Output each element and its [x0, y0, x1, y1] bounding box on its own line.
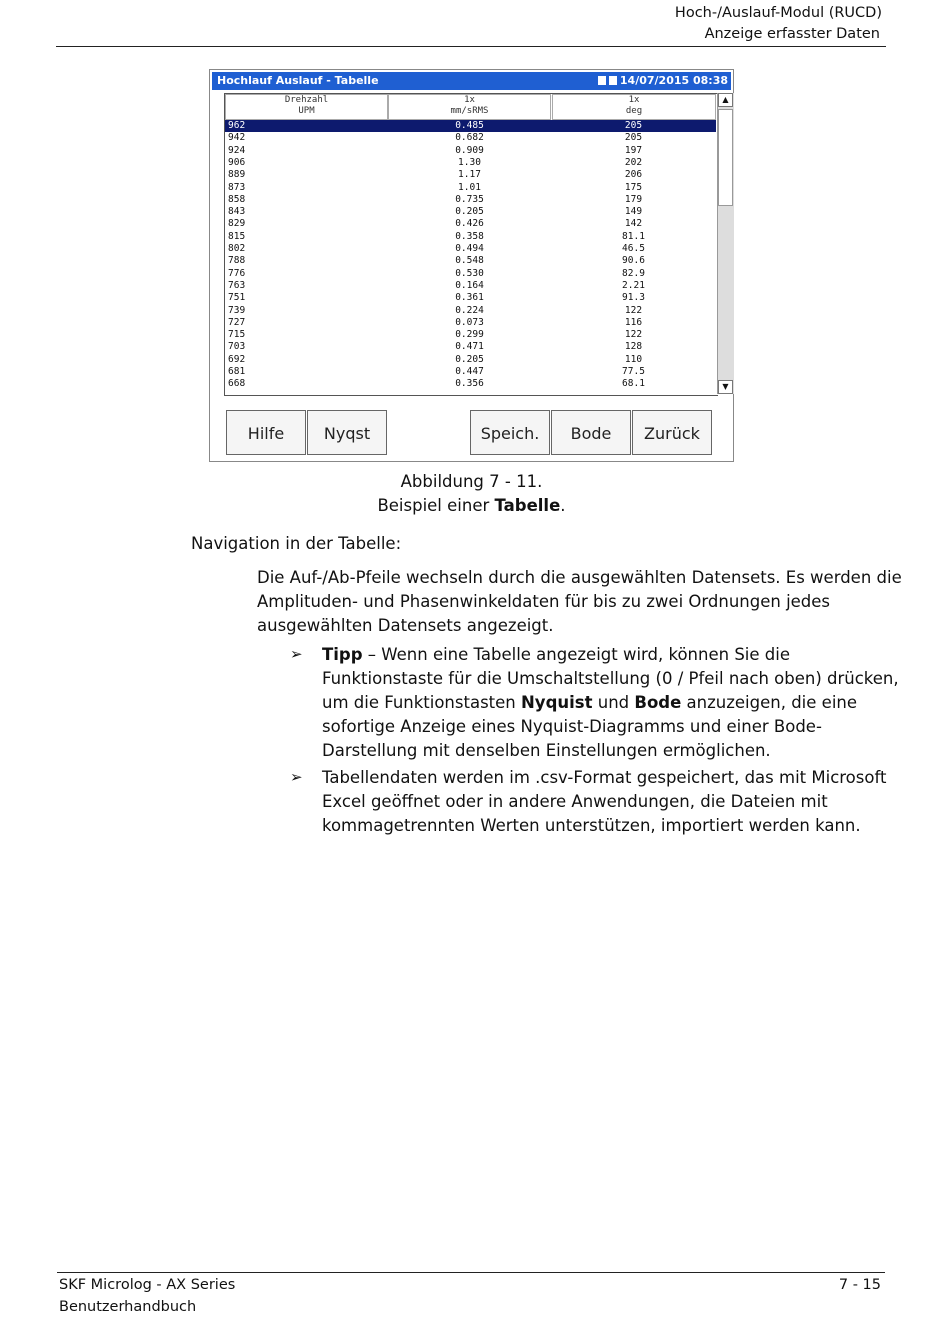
table-cell: 924: [228, 144, 246, 156]
table-cell: 858: [228, 193, 246, 205]
table-cell: 116: [624, 316, 643, 328]
table-cell: 77.5: [622, 366, 645, 377]
table-row[interactable]: [225, 292, 716, 304]
table-cell: 46.5: [622, 243, 645, 254]
table-cell: 763: [228, 279, 246, 291]
footer-left: SKF Microlog - AX Series Benutzerhandbuch: [59, 1277, 236, 1315]
table-row[interactable]: [225, 255, 716, 267]
table-cell: 776: [228, 267, 246, 279]
table-cell: 82.9: [622, 267, 645, 279]
table-cell: 142: [624, 218, 643, 230]
table-cell: 0.356: [455, 378, 484, 390]
table-row[interactable]: [225, 268, 716, 280]
column-header-phase[interactable]: 1x deg: [552, 94, 716, 120]
table-cell: 0.358: [455, 230, 484, 242]
table-cell: 128: [624, 341, 643, 353]
table-cell: 0.548: [455, 255, 484, 267]
table-cell: 0.426: [455, 218, 484, 230]
header-title: Hoch-/Auslauf-Modul (RUCD): [674, 5, 882, 21]
scrollbar[interactable]: [717, 93, 734, 394]
table-cell: 0.485: [455, 120, 484, 131]
scroll-up-arrow-icon[interactable]: ▲: [718, 93, 733, 107]
table-row[interactable]: [225, 341, 716, 353]
table-cell: 81.1: [622, 230, 645, 242]
bullet-tip: Tipp – Wenn eine Tabelle angezeigt wird, können Sie die Funktionstaste für die Umschaltstellung (0 / Pfeil nach oben) drücken, um die Funktionstasten Nyquist und Bode anzuzeigen, die eine sofortige Anzeige eines Nyquist-Diagramms und einer Bode- Darstellung mit denselben Einstellungen ermöglichen.: [322, 645, 899, 760]
header-rule: [56, 46, 886, 47]
table-cell: 149: [624, 206, 643, 218]
table-row[interactable]: [225, 194, 716, 206]
table-cell: 1.30: [458, 156, 481, 168]
table-row[interactable]: [225, 317, 716, 329]
back-button[interactable]: Zurück: [632, 410, 712, 455]
table-cell: 815: [228, 230, 246, 242]
table-row[interactable]: [225, 366, 716, 378]
table-cell: 843: [228, 206, 246, 218]
table-cell: 0.682: [455, 132, 484, 144]
table-cell: 0.164: [455, 279, 484, 291]
battery-icon: [609, 76, 617, 85]
table-row[interactable]: [225, 169, 716, 181]
bullet-arrow-icon: ➢: [290, 645, 303, 663]
table-cell: 0.530: [455, 267, 484, 279]
table-cell: 873: [228, 181, 246, 193]
bode-button[interactable]: Bode: [551, 410, 631, 455]
table-cell: 889: [228, 169, 246, 181]
table-cell: 739: [228, 304, 246, 316]
table-cell: 122: [624, 329, 643, 341]
bullet-csv: Tabellendaten werden im .csv-Format gespeichert, das mit Microsoft Excel geöffnet oder in andere Anwendungen, die Dateien mit kommagetrennten Werten unterstützen, importiert werden kann.: [322, 768, 887, 835]
page-number: 7 - 15: [838, 1277, 881, 1293]
table-row[interactable]: [225, 145, 716, 157]
caption-text: Beispiel einer Tabelle.: [377, 496, 566, 515]
save-button[interactable]: Speich.: [470, 410, 550, 455]
table-cell: 681: [228, 366, 246, 377]
table-cell: 802: [228, 243, 246, 254]
screen-title: Hochlauf Auslauf - Tabelle: [217, 74, 379, 87]
table-cell: 668: [228, 378, 246, 390]
table-cell: 68.1: [622, 378, 645, 390]
scroll-down-arrow-icon[interactable]: ▼: [718, 380, 733, 394]
table-row[interactable]: [225, 329, 716, 341]
column-header-speed[interactable]: Drehzahl UPM: [225, 94, 388, 120]
footer-rule: [57, 1272, 885, 1273]
table-cell: 91.3: [622, 292, 645, 304]
table-cell: 692: [228, 353, 246, 365]
table-cell: 829: [228, 218, 246, 230]
table-cell: 727: [228, 316, 246, 328]
table-cell: 1.17: [458, 169, 481, 181]
table-row[interactable]: [225, 182, 716, 194]
table-cell: 715: [228, 329, 246, 341]
table-cell: 0.205: [455, 206, 484, 218]
table-row[interactable]: [225, 218, 716, 230]
column-header-amplitude[interactable]: 1x mm/sRMS: [388, 94, 551, 120]
data-table: [224, 93, 718, 396]
table-row[interactable]: [225, 354, 716, 366]
table-cell: 0.224: [455, 304, 484, 316]
table-cell: 0.447: [455, 366, 484, 377]
caption-number: Abbildung 7 - 11.: [400, 472, 543, 491]
table-cell: 122: [624, 304, 643, 316]
table-row[interactable]: [225, 157, 716, 169]
table-cell: 0.361: [455, 292, 484, 304]
table-cell: 906: [228, 156, 246, 168]
table-cell: 110: [624, 353, 643, 365]
table-row[interactable]: [225, 280, 716, 292]
title-bar: [212, 72, 731, 90]
table-cell: 703: [228, 341, 246, 353]
table-cell: 788: [228, 255, 246, 267]
table-cell: 205: [624, 132, 643, 144]
help-button[interactable]: Hilfe: [226, 410, 306, 455]
device-screenshot: [209, 69, 734, 462]
table-cell: 202: [624, 156, 643, 168]
table-cell: 942: [228, 132, 246, 144]
memory-card-icon: [598, 76, 606, 85]
table-cell: 0.205: [455, 353, 484, 365]
table-row[interactable]: [225, 305, 716, 317]
header-subtitle: Anzeige erfasster Daten: [704, 26, 880, 42]
table-row[interactable]: [225, 231, 716, 243]
table-cell: 90.6: [622, 255, 645, 267]
datetime: 14/07/2015 08:38: [619, 74, 728, 87]
table-cell: 0.909: [455, 144, 484, 156]
table-cell: 206: [624, 169, 643, 181]
table-cell: 0.494: [455, 243, 484, 254]
table-cell: 0.299: [455, 329, 484, 341]
table-cell: 0.735: [455, 193, 484, 205]
table-row[interactable]: [225, 243, 716, 255]
table-cell: 1.01: [458, 181, 481, 193]
table-row[interactable]: [225, 378, 716, 390]
table-cell: 197: [624, 144, 643, 156]
table-cell: 0.471: [455, 341, 484, 353]
table-cell: 175: [624, 181, 643, 193]
table-row[interactable]: [225, 120, 716, 132]
paragraph: Die Auf-/Ab-Pfeile wechseln durch die ausgewählten Datensets. Es werden die Amplituden- und Phasenwinkeldaten für bis zu zwei Ordnungen jedes ausgewählten Datensets angezeigt.: [257, 568, 902, 635]
table-cell: 751: [228, 292, 246, 304]
table-row[interactable]: [225, 132, 716, 144]
nyquist-button[interactable]: Nyqst: [307, 410, 387, 455]
table-cell: 205: [624, 120, 643, 131]
table-cell: 0.073: [455, 316, 484, 328]
bullet-arrow-icon: ➢: [290, 768, 303, 786]
table-row[interactable]: [225, 206, 716, 218]
table-cell: 962: [228, 120, 246, 131]
scroll-thumb[interactable]: [718, 109, 733, 206]
section-heading: Navigation in der Tabelle:: [191, 534, 402, 553]
table-cell: 2.21: [622, 279, 645, 291]
table-cell: 179: [624, 193, 643, 205]
